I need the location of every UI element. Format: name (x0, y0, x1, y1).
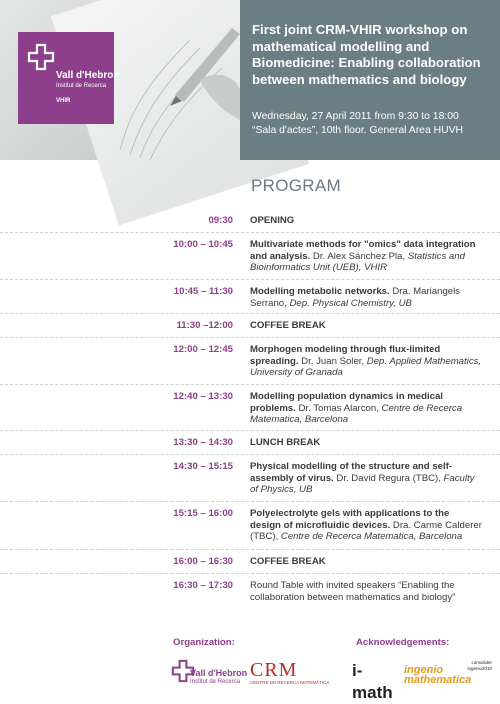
program-title: Physical modelling of the structure and self-assembly of virus. (250, 461, 453, 484)
program-title: COFFEE BREAK (250, 556, 326, 567)
program-title: Modelling population dynamics in medical problems. (250, 391, 443, 414)
program-time: 13:30 – 14:30 (173, 437, 233, 448)
program-description (250, 580, 482, 603)
program-speaker: Dra. Mariangels Serrano, (250, 286, 461, 309)
crm-logo (250, 660, 329, 685)
row-divider (0, 549, 500, 550)
program-speaker: Dr. Alex Sánchez Pla, (310, 250, 408, 262)
program-title: OPENING (250, 215, 295, 226)
row-divider (0, 279, 500, 280)
program-time: 10:00 – 10:45 (173, 239, 233, 250)
consolider-line2: ingenio2010 (467, 666, 492, 671)
program-description (250, 286, 482, 309)
venue-line: “Sala d'actes”, 10th floor. General Area HUVH (252, 125, 464, 136)
program-title: Multivariate methods for "omics" data integration and analysis. (250, 239, 476, 262)
program-title: Polyelectrolyte gels with applications to the design of microfluidic devices. (250, 508, 450, 531)
program-affiliation: Dep. Applied Mathematics, University of Granada (250, 355, 482, 379)
organization-label: Organization: (173, 637, 235, 648)
program-speaker: Dr. Juan Soler, (298, 355, 367, 367)
program-time: 16:00 – 16:30 (173, 556, 233, 567)
header-photo (0, 0, 240, 160)
program-time: 14:30 – 15:15 (173, 461, 233, 472)
consolider-line1: consolider (471, 660, 492, 665)
imath-logo-name: i-math (352, 661, 393, 702)
program-affiliation: Dep. Physical Chemistry, UB (289, 297, 412, 309)
program-speaker: Dr. David Regura (TBC), (333, 472, 444, 484)
consolider-logo (462, 660, 492, 672)
program-description (250, 215, 482, 227)
logo-acronym: VHIR (56, 98, 71, 104)
program-heading: PROGRAM (251, 176, 341, 195)
ingenio-logo-name: ingenio mathematica (404, 664, 472, 686)
row-divider (0, 573, 500, 574)
program-time: 12:00 – 12:45 (173, 344, 233, 355)
vhir-logo-box (18, 32, 120, 124)
program-time: 11:30 –12:00 (176, 320, 233, 331)
row-divider (0, 501, 500, 502)
program-title: LUNCH BREAK (250, 437, 321, 448)
program-title: COFFEE BREAK (250, 320, 326, 331)
program-description (250, 508, 482, 543)
row-divider (0, 313, 500, 314)
program-description (250, 239, 482, 274)
program-description (250, 320, 482, 332)
title-panel (240, 0, 500, 160)
program-description (250, 344, 482, 379)
vhir-cross-icon (28, 44, 54, 70)
program-title: Morphogen modeling through flux-limited spreading. (250, 344, 441, 367)
program-plain-text: Round Table with invited speakers “Enabling the collaboration between mathematics and biology” (250, 580, 456, 603)
program-affiliation: Centre de Recerca Matematica, Barcelona (250, 402, 463, 426)
acknowledgements-label: Acknowledgements: (356, 637, 450, 648)
program-description (250, 461, 482, 496)
program-time: 09:30 (208, 215, 233, 226)
program-speaker: Dra. Carme Calderer (TBC), (250, 519, 482, 543)
program-description (250, 391, 482, 426)
crm-logo-subtitle: CENTRE DE RECERCA MATEMÀTICA (250, 680, 330, 685)
program-title: Modelling metabolic networks. (250, 286, 390, 297)
logo-name: Vall d'Hebron (56, 70, 120, 81)
row-divider (0, 232, 500, 233)
program-speaker: Dr. Tomas Alarcon, (295, 402, 382, 414)
vhir-footer-name: Vall d'Hebron (190, 668, 248, 678)
program-affiliation: Faculty of Physics, UB (250, 472, 475, 496)
date-line: Wednesday, 27 April 2011 from 9:30 to 18:00 (252, 111, 459, 122)
logo-subtitle: Institut de Recerca (56, 83, 107, 89)
header-banner (0, 0, 500, 160)
row-divider (0, 384, 500, 385)
vhir-footer-subtitle: Institut de Recerca (190, 679, 241, 685)
workshop-title: First joint CRM-VHIR workshop on mathematical modelling and Biomedicine: Enabling collaboration between mathematics and biology (252, 22, 481, 87)
program-time: 10:45 – 11:30 (173, 286, 233, 297)
row-divider (0, 430, 500, 431)
program-description (250, 556, 482, 568)
program-time: 15:15 – 16:00 (173, 508, 233, 519)
crm-logo-name: CRM (250, 659, 298, 681)
program-time: 12:40 – 13:30 (173, 391, 233, 402)
program-time: 16:30 – 17:30 (173, 580, 233, 591)
row-divider (0, 337, 500, 338)
date-venue (252, 110, 496, 138)
program-description (250, 437, 482, 449)
program-affiliation: Statistics and Bioinformatics Unit (UEB), VHIR (250, 250, 465, 274)
row-divider (0, 454, 500, 455)
program-affiliation: Centre de Recerca Matematica, Barcelona (280, 531, 463, 543)
